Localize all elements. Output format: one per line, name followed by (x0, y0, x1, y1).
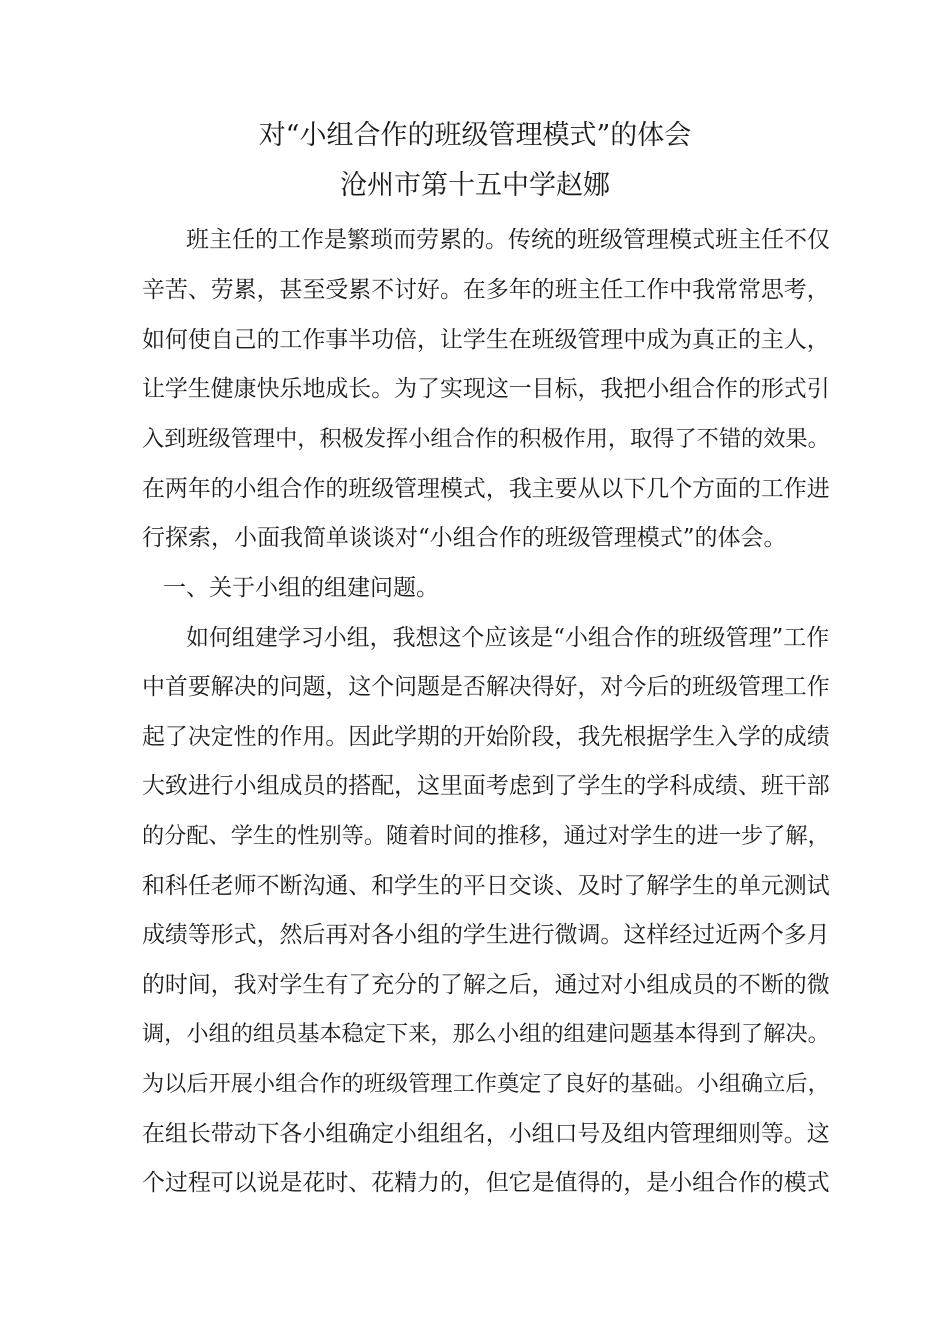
paragraph-line: 和科任老师不断沟通、和学生的平日交谈、及时了解学生的单元测试 (142, 873, 830, 899)
paragraph-line: 班主任的工作是繁琐而劳累的。传统的班级管理模式班主任不仅 (186, 227, 830, 253)
paragraph-line: 的时间，我对学生有了充分的了解之后，通过对小组成员的不断的微 (142, 972, 830, 998)
paragraph-line: 个过程可以说是花时、花精力的，但它是值得的，是小组合作的模式 (142, 1170, 830, 1196)
paragraph-line: 如何使自己的工作事半功倍，让学生在班级管理中成为真正的主人， (142, 327, 830, 353)
paragraph-line: 在两年的小组合作的班级管理模式，我主要从以下几个方面的工作进 (142, 476, 830, 502)
paragraph-line: 为以后开展小组合作的班级管理工作奠定了良好的基础。小组确立后， (142, 1071, 830, 1097)
paragraph-line: 辛苦、劳累，甚至受累不讨好。在多年的班主任工作中我常常思考， (142, 277, 830, 303)
paragraph-line: 成绩等形式，然后再对各小组的学生进行微调。这样经过近两个多月 (142, 922, 830, 948)
paragraph-line: 行探索，小面我简单谈谈对“小组合作的班级管理模式”的体会。 (142, 525, 787, 551)
paragraph-line: 大致进行小组成员的搭配，这里面考虑到了学生的学科成绩、班干部 (142, 773, 830, 799)
paragraph-line: 起了决定性的作用。因此学期的开始阶段，我先根据学生入学的成绩 (142, 724, 830, 750)
paragraph-line: 在组长带动下各小组确定小组组名，小组口号及组内管理细则等。这 (142, 1121, 830, 1147)
document-title: 对“小组合作的班级管理模式”的体会 (258, 120, 692, 151)
paragraph-line: 让学生健康快乐地成长。为了实现这一目标，我把小组合作的形式引 (142, 376, 830, 402)
paragraph-line: 入到班级管理中，积极发挥小组合作的积极作用，取得了不错的效果。 (142, 426, 830, 452)
author-line: 沧州市第十五中学赵娜 (340, 170, 610, 201)
section-heading: 一、关于小组的组建问题。 (163, 575, 439, 601)
paragraph-line: 的分配、学生的性别等。随着时间的推移，通过对学生的进一步了解， (142, 823, 830, 849)
paragraph-line: 调，小组的组员基本稳定下来，那么小组的组建问题基本得到了解决。 (142, 1021, 830, 1047)
paragraph-line: 中首要解决的问题，这个问题是否解决得好，对今后的班级管理工作 (142, 674, 830, 700)
paragraph-line: 如何组建学习小组，我想这个应该是“小组合作的班级管理”工作 (186, 625, 830, 651)
